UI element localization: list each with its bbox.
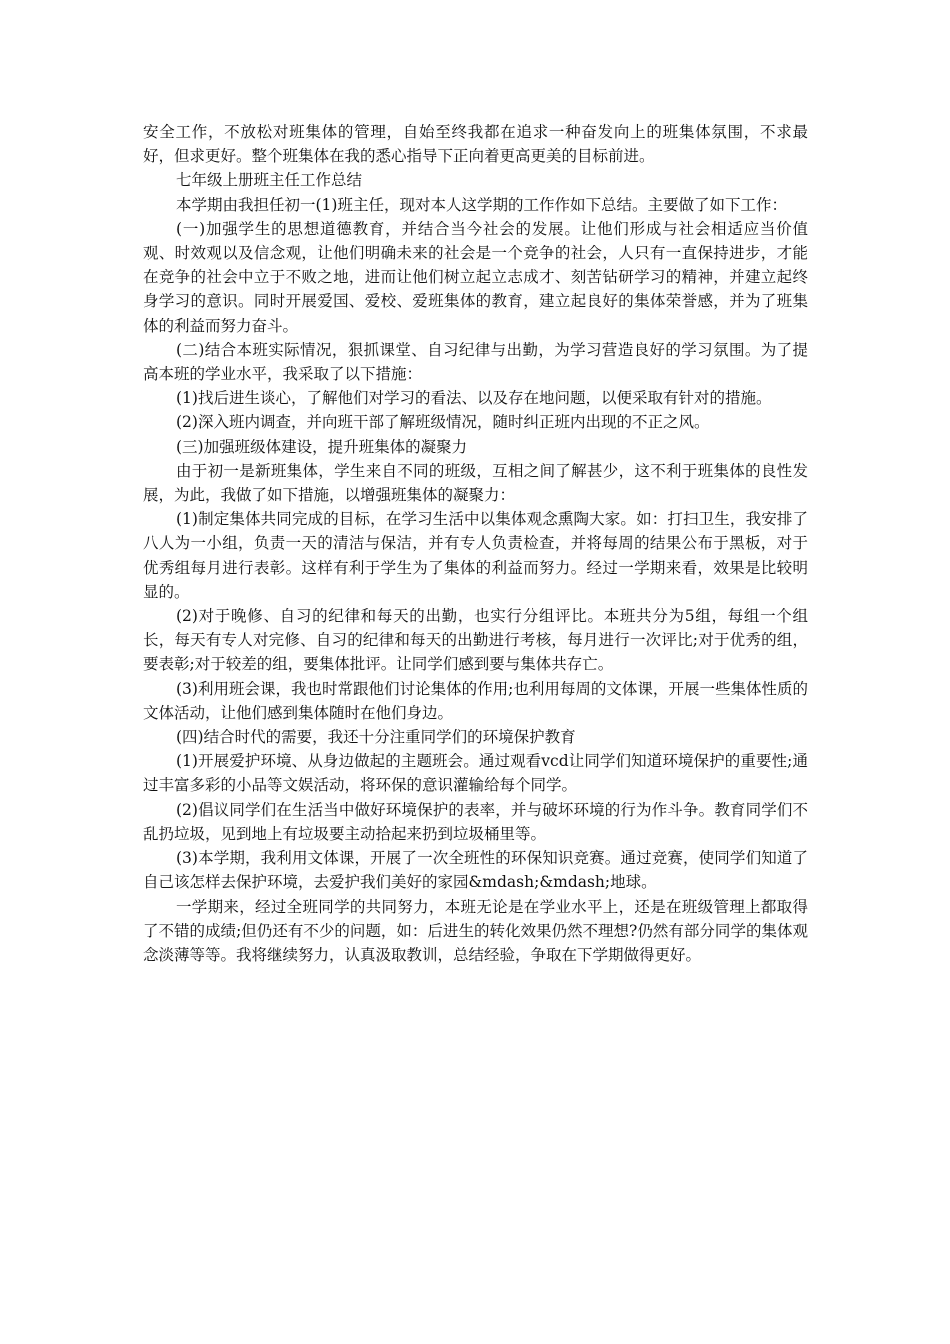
paragraph: 一学期来，经过全班同学的共同努力，本班无论是在学业水平上，还是在班级管理上都取得了不错的成绩;但仍还有不少的问题，如：后进生的转化效果仍然不理想?仍然有部分同学的集体观念淡薄等等。我将继续努力，认真汲取教训，总结经验，争取在下学期做得更好。	[143, 897, 808, 964]
section-title: 七年级上册班主任工作总结	[176, 171, 363, 190]
paragraph: 安全工作，不放松对班集体的管理，自始至终我都在追求一种奋发向上的班集体氛围，不求最好，但求更好。整个班集体在我的悉心指导下正向着更高更美的目标前进。	[143, 123, 808, 166]
subheading: (三)加强班级体建设，提升班集体的凝聚力	[176, 437, 468, 456]
paragraph: (1)找后进生谈心，了解他们对学习的看法、以及存在地问题，以便采取有针对的措施。	[176, 389, 772, 408]
paragraph: (1)制定集体共同完成的目标，在学习生活中以集体观念熏陶大家。如：打扫卫生，我安排了八人为一小组，负责一天的清洁与保洁，并有专人负责检查，并将每周的结果公布于黑板，对于优秀组每月进行表彰。这样有利于学生为了集体的利益而努力。经过一学期来看，效果是比较明显的。	[143, 510, 808, 601]
paragraph: (2)对于晚修、自习的纪律和每天的出勤，也实行分组评比。本班共分为5组，每组一个组长，每天有专人对完修、自习的纪律和每天的出勤进行考核，每月进行一次评比;对于优秀的组，要表彰;对于较差的组，要集体批评。让同学们感到要与集体共存亡。	[143, 607, 808, 674]
paragraph: (一)加强学生的思想道德教育，并结合当今社会的发展。让他们形成与社会相适应当价值观、时效观以及信念观，让他们明确未来的社会是一个竞争的社会，人只有一直保持进步，才能在竞争的社会中立于不败之地，进而让他们树立起立志成才、刻苦钻研学习的精神，并建立起终身学习的意识。同时开展爱国、爱校、爱班集体的教育，建立起良好的集体荣誉感，并为了班集体的利益而努力奋斗。	[143, 219, 808, 335]
subheading: (四)结合时代的需要，我还十分注重同学们的环境保护教育	[176, 728, 576, 747]
document-body	[143, 120, 808, 967]
paragraph: (3)本学期，我利用文体课，开展了一次全班性的环保知识竞赛。通过竞赛，使同学们知道了自己该怎样去保护环境，去爱护我们美好的家园&mdash;&mdash;地球。	[143, 849, 808, 892]
paragraph: (二)结合本班实际情况，狠抓课堂、自习纪律与出勤，为学习营造良好的学习氛围。为了提高本班的学业水平，我采取了以下措施：	[143, 340, 808, 384]
paragraph: 本学期由我担任初一(1)班主任，现对本人这学期的工作作如下总结。主要做了如下工作：	[176, 195, 787, 214]
paragraph: 由于初一是新班集体，学生来自不同的班级，互相之间了解甚少，这不利于班集体的良性发展，为此，我做了如下措施，以增强班集体的凝聚力：	[143, 461, 808, 505]
paragraph: (3)利用班会课，我也时常跟他们讨论集体的作用;也利用每周的文体课，开展一些集体性质的文体活动，让他们感到集体随时在他们身边。	[143, 679, 808, 722]
paragraph: (2)倡议同学们在生活当中做好环境保护的表率，并与破坏环境的行为作斗争。教育同学们不乱扔垃圾，见到地上有垃圾要主动拾起来扔到垃圾桶里等。	[143, 800, 808, 843]
paragraph: (1)开展爱护环境、从身边做起的主题班会。通过观看vcd让同学们知道环境保护的重要性;通过丰富多彩的小品等文娱活动，将环保的意识灌输给每个同学。	[143, 752, 808, 795]
paragraph: (2)深入班内调查，并向班干部了解班级情况，随时纠正班内出现的不正之风。	[176, 413, 710, 432]
